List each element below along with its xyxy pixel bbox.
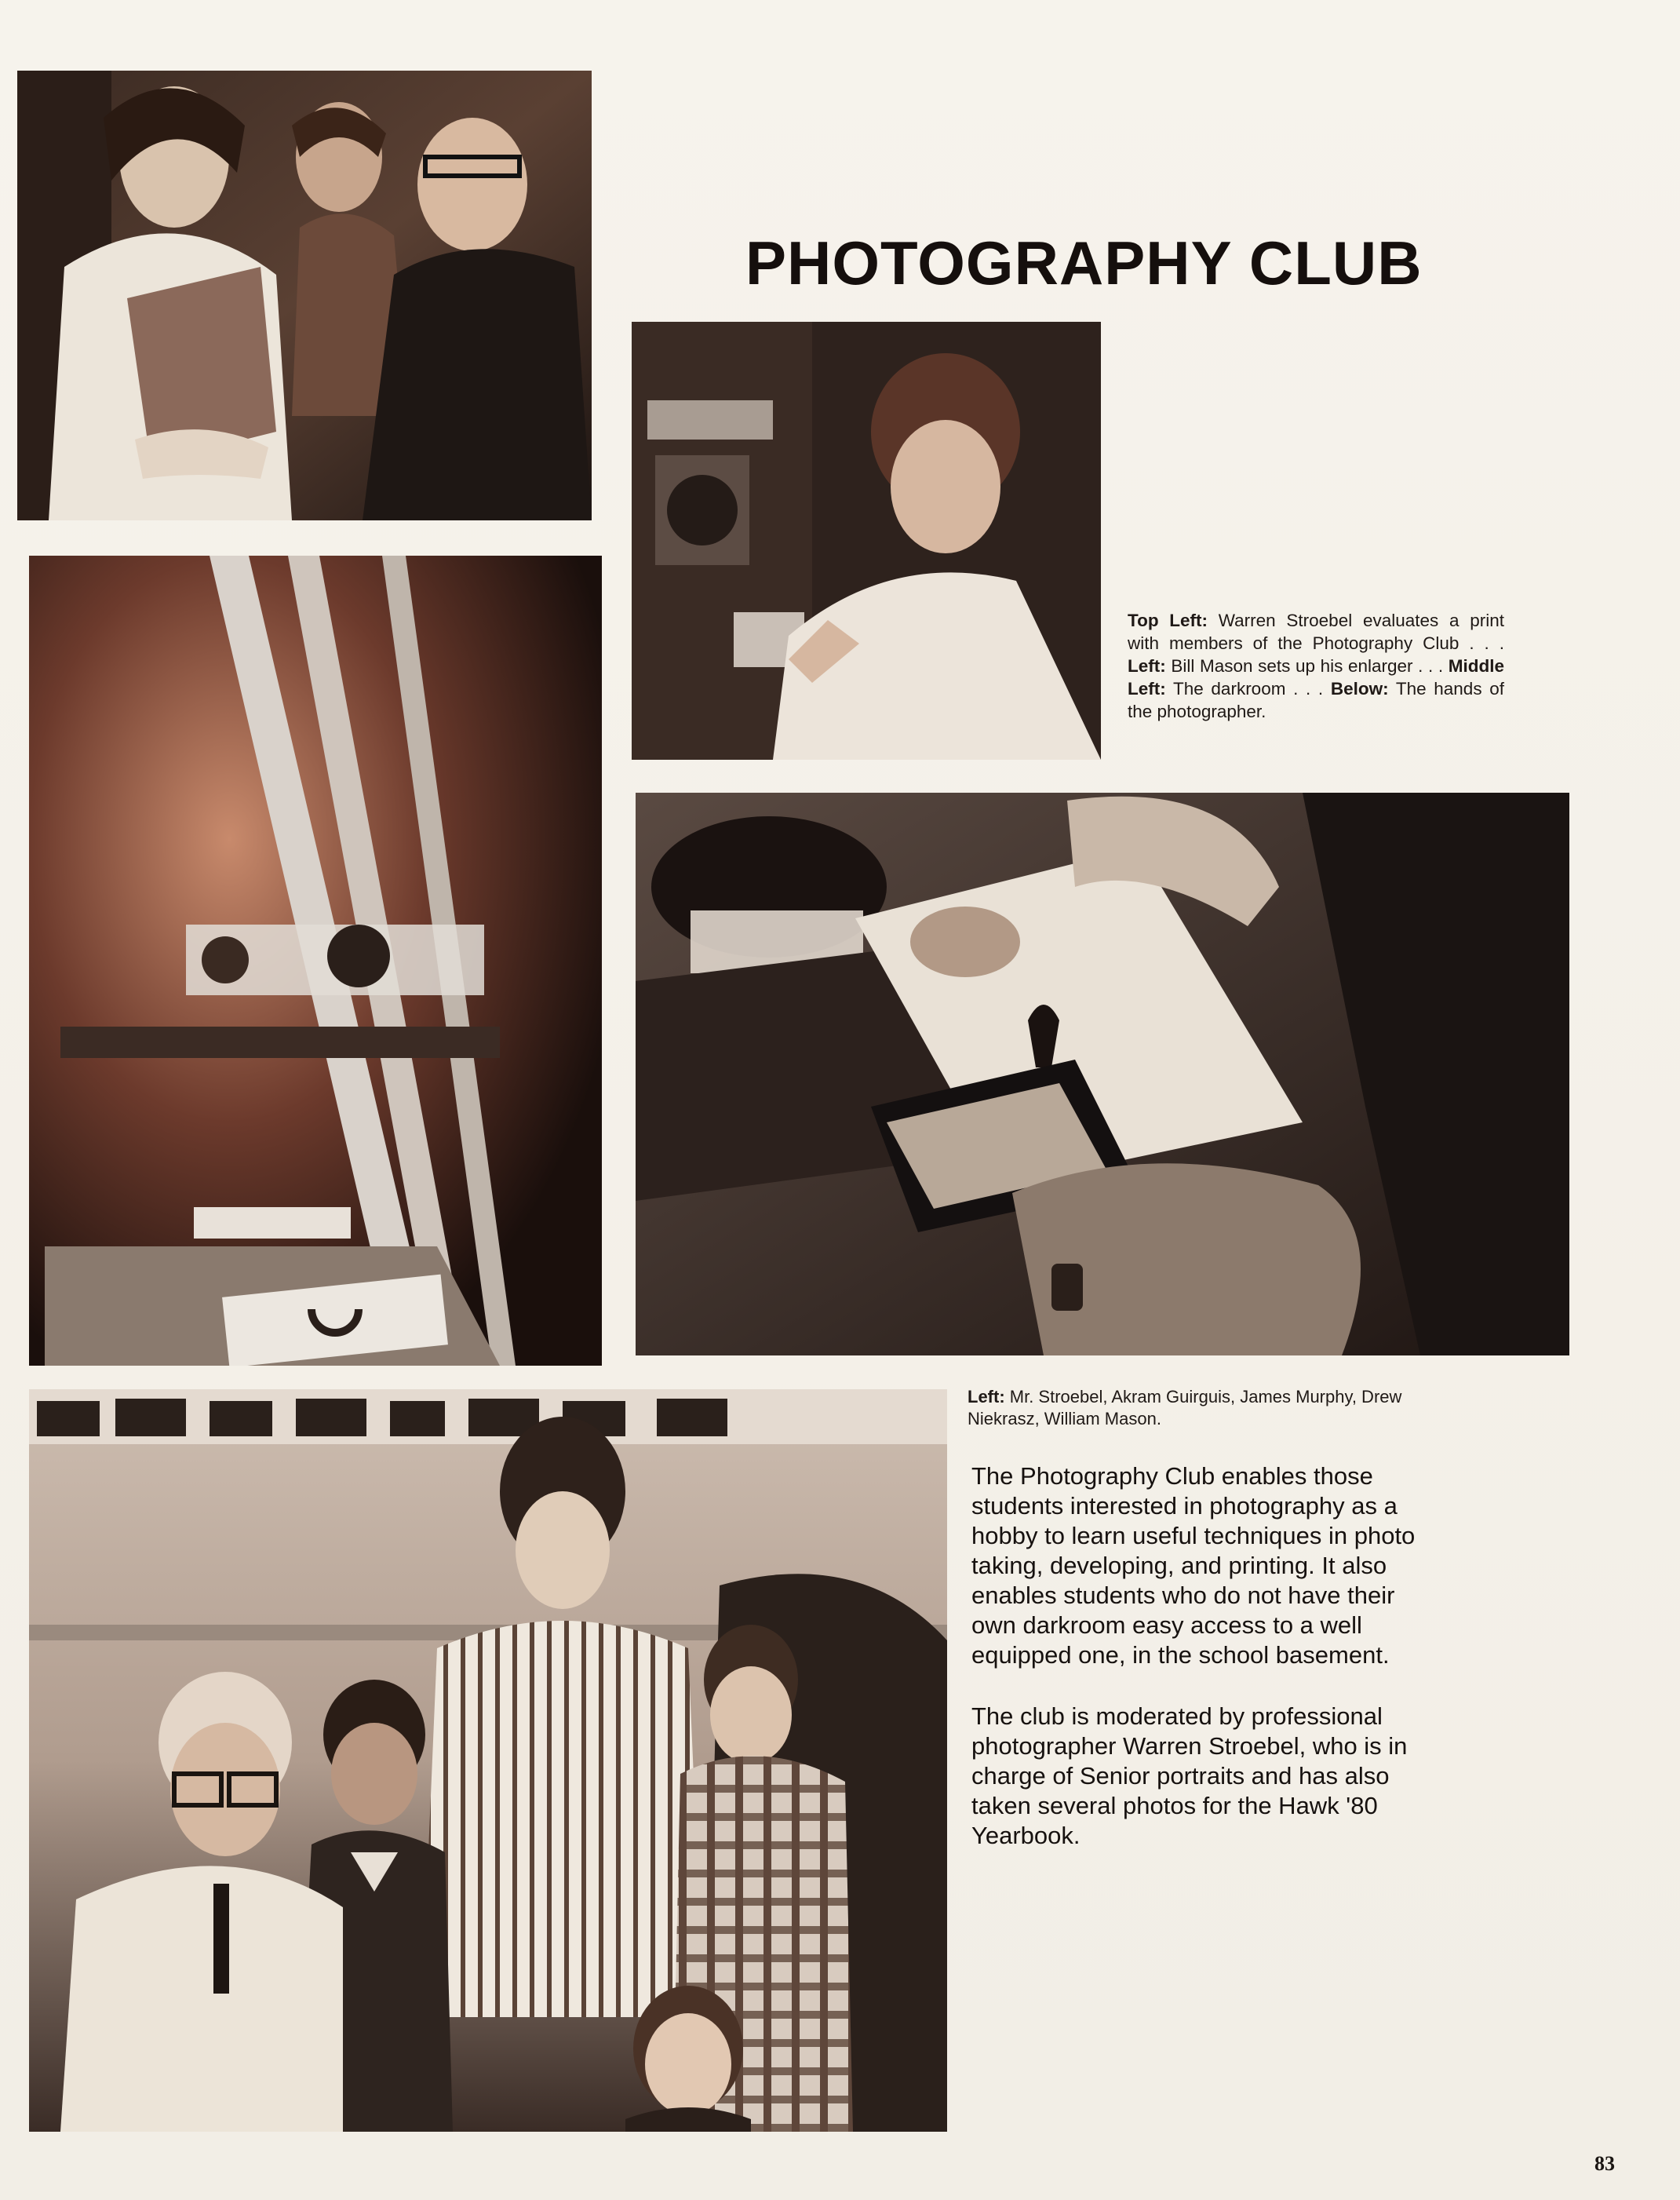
photo-top-left	[17, 71, 592, 520]
caption-text-below: The hands of the photographer.	[1128, 679, 1504, 721]
caption-group-portrait	[968, 1386, 1430, 1430]
photo-bottom-left	[29, 1389, 947, 2132]
page-number: 83	[1594, 2152, 1615, 2175]
caption-group-label: Left:	[968, 1387, 1005, 1406]
photo-middle-left	[29, 556, 602, 1366]
caption-text-middle-left: The darkroom . . .	[1165, 679, 1331, 699]
photo-top-right	[632, 322, 1101, 760]
photo-top-left-image	[17, 71, 592, 520]
photo-bottom-left-image	[29, 1389, 947, 2132]
caption-group-names: Mr. Stroebel, Akram Guirguis, James Murphy, Drew Niekrasz, William Mason.	[968, 1387, 1402, 1428]
caption-label-top-left: Top Left:	[1128, 611, 1208, 630]
caption-label-below: Below:	[1330, 679, 1389, 699]
caption-text-left: Bill Mason sets up his enlarger . . .	[1165, 656, 1449, 676]
page-title: PHOTOGRAPHY CLUB	[745, 228, 1423, 298]
caption-photo-descriptions	[1128, 609, 1504, 723]
photo-top-right-image	[632, 322, 1101, 760]
body-paragraph-2: The club is moderated by professional photographer Warren Stroebel, who is in charge of Senior portraits and has also taken several photos for the Hawk '80 Yearbook.	[971, 1702, 1408, 1849]
caption-text-top-left: Warren Stroebel evaluates a print with members of the Photography Club . . .	[1128, 611, 1504, 653]
photo-middle-left-image	[29, 556, 602, 1366]
body-paragraph-1: The Photography Club enables those students interested in photography as a hobby to learn useful techniques in photo taking, developing, and printing. It also enables students who do not have their own darkroom easy access to a well equipped one, in the school basement.	[971, 1462, 1416, 1669]
caption-label-left: Left:	[1128, 656, 1166, 676]
photo-right-middle-image	[636, 793, 1569, 1355]
caption-label-middle-left: Middle Left:	[1128, 656, 1504, 699]
photo-right-middle	[636, 793, 1569, 1355]
